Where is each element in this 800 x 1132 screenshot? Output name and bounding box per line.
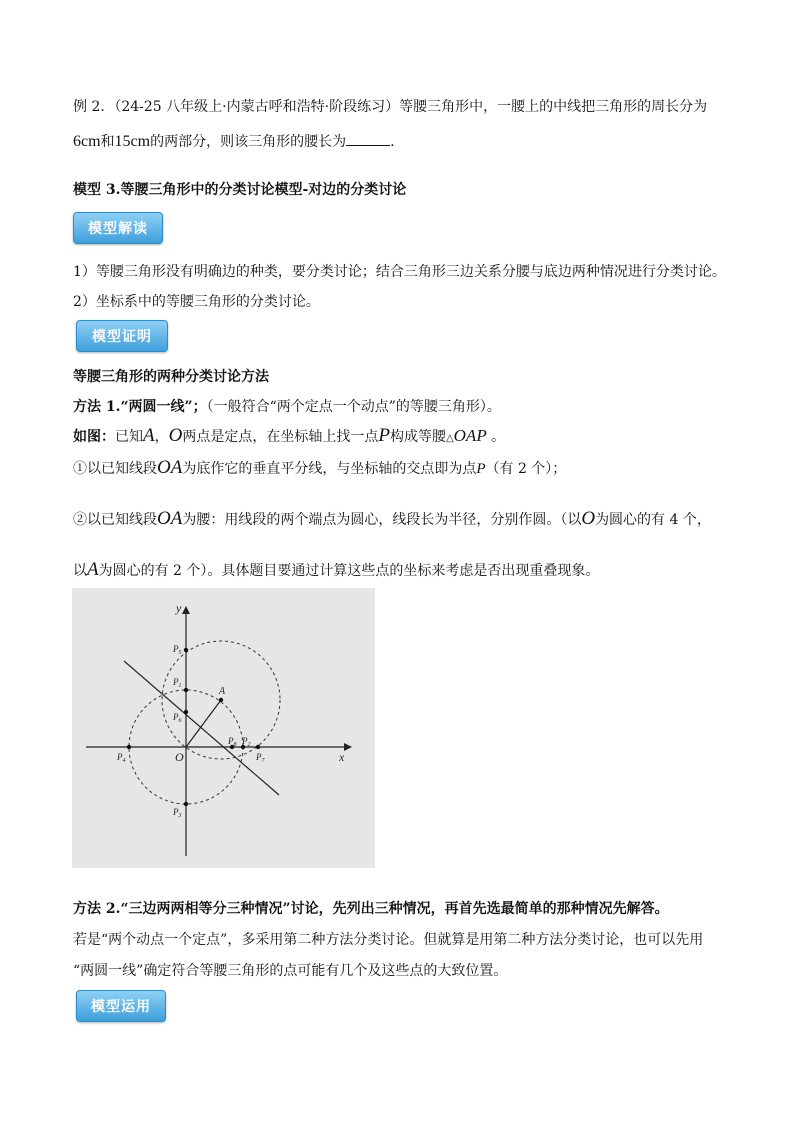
coordinate-diagram xyxy=(72,588,375,868)
item2-text-1: ②以已知线段 xyxy=(73,512,157,528)
read-item-2: 2）坐标系中的等腰三角形的分类讨论。 xyxy=(73,294,320,310)
p7-main: P xyxy=(256,752,262,762)
p6-main: P xyxy=(173,712,179,722)
point-p3-dot xyxy=(184,802,188,806)
figure-label: 如图： xyxy=(73,429,115,445)
p3-label xyxy=(172,807,182,819)
method2-title: 方法 2.“三边两两相等分三种情况”讨论，先列出三种情况，再首先选最简单的那种情况先解答。 xyxy=(73,901,669,917)
p4-main: P xyxy=(117,752,123,762)
model3-title: 模型 3.等腰三角形中的分类讨论模型-对边的分类讨论 xyxy=(73,182,407,198)
value-15cm: 15cm xyxy=(114,133,151,150)
p6-sub: 6 xyxy=(178,718,182,724)
p5-main: P xyxy=(173,644,179,654)
point-p1-dot xyxy=(184,688,188,692)
figure-end: 。 xyxy=(486,429,506,445)
coordinate-figure xyxy=(72,588,375,868)
example-end: . xyxy=(390,134,395,150)
p4-sub: 4 xyxy=(122,758,126,764)
item-1 xyxy=(73,458,566,479)
point-o-math: O xyxy=(168,425,183,446)
method2-text-2: “两圆一线”确定符合等腰三角形的点可能有几个及这些点的大致位置。 xyxy=(73,963,508,979)
item-2-line-1 xyxy=(73,509,711,530)
p5-sub: 5 xyxy=(178,650,182,656)
p2-main: P xyxy=(242,736,248,746)
method2-text-1: 若是“两个动点一个定点”，多采用第二种方法分类讨论。但就算是用第二种方法分类讨论，也可以先用 xyxy=(73,932,704,948)
point-p4-dot xyxy=(127,745,131,749)
point-a-dot xyxy=(219,698,223,702)
origin-label: O xyxy=(175,750,184,764)
figure-text-1: 已知 xyxy=(115,429,143,445)
segment-oa-math-2: OA xyxy=(157,508,183,529)
p7-label xyxy=(255,752,266,764)
p3-main: P xyxy=(173,807,179,817)
p4-label xyxy=(116,752,126,764)
point-p6-dot xyxy=(184,710,188,714)
method1-label: 方法 1.“两圆一线”； xyxy=(73,399,207,415)
p1-label xyxy=(172,677,182,689)
example-line-1 xyxy=(73,97,707,117)
p3-sub: 3 xyxy=(178,813,182,819)
point-p5-dot xyxy=(184,648,188,652)
point-p7-dot xyxy=(256,745,260,749)
item2-text-5: 为圆心的有 2 个）。具体题目要通过计算这些点的坐标来考虑是否出现重叠现象。 xyxy=(98,563,600,579)
item1-text-1: ①以已知线段 xyxy=(73,461,157,477)
example-line-2 xyxy=(73,131,395,152)
example-text-2: 的两部分，则该三角形的腰长为 xyxy=(150,134,347,150)
p8-main: P xyxy=(228,736,234,746)
item2-text-2: 为腰：用线段的两个端点为圆心，线段长为半径，分别作圆。（以 xyxy=(182,512,582,528)
perpendicular-bisector xyxy=(124,661,279,795)
segment-oa-math: OA xyxy=(157,457,183,478)
item2-point-a: A xyxy=(87,559,99,580)
method1-desc: （一般符合“两个定点一个动点”的等腰三角形）。 xyxy=(206,399,501,415)
x-axis-arrow xyxy=(344,743,352,751)
point-a-math: A xyxy=(143,425,155,446)
p5-label xyxy=(172,644,182,656)
triangle-oap-math: OAP xyxy=(453,426,487,445)
x-axis-label: x xyxy=(339,750,345,764)
figure-sep: ， xyxy=(154,429,169,445)
figure-line xyxy=(73,426,505,449)
a-label: A xyxy=(219,686,226,697)
item-2-line-2 xyxy=(73,560,599,581)
item1-text-2: 为底作它的垂直平分线，与坐标轴的交点即为点 xyxy=(182,461,477,477)
answer-blank xyxy=(346,131,390,146)
badge-model-proof: 模型证明 xyxy=(76,320,168,352)
p6-label xyxy=(172,712,182,724)
example-source: （24-25 八年级上·内蒙古呼和浩特·阶段练习） xyxy=(114,99,400,115)
example-label: 例 2． xyxy=(73,99,115,115)
method1-line xyxy=(73,397,501,417)
p2-sub: 2 xyxy=(247,742,251,748)
methods-title: 等腰三角形的两种分类讨论方法 xyxy=(73,369,269,385)
figure-text-2: 两点是定点，在坐标轴上找一点 xyxy=(182,429,379,445)
item1-text-3: （有 2 个）； xyxy=(485,461,567,477)
badge-model-apply: 模型运用 xyxy=(76,990,166,1022)
item2-point-o: O xyxy=(581,508,596,529)
triangle-symbol: △ xyxy=(445,433,454,444)
point-p-math: P xyxy=(378,425,390,446)
item2-text-4: 以 xyxy=(73,563,87,579)
read-item-1: 1）等腰三角形没有明确边的种类，要分类讨论；结合三角形三边关系分腰与底边两种情况进行分类讨论。 xyxy=(73,264,726,280)
example-text-1: 等腰三角形中，一腰上的中线把三角形的周长分为 xyxy=(399,99,708,115)
example-conj: 和 xyxy=(100,134,115,150)
figure-text-3: 构成等腰 xyxy=(389,429,446,445)
p1-sub: 1 xyxy=(178,683,182,689)
y-axis-label: y xyxy=(176,601,182,615)
value-6cm: 6cm xyxy=(73,133,101,150)
p7-sub: 7 xyxy=(261,758,265,764)
p1-main: P xyxy=(173,677,179,687)
badge-model-read: 模型解读 xyxy=(73,212,163,244)
y-axis-arrow xyxy=(182,606,190,614)
item2-text-3: 为圆心的有 4 个， xyxy=(595,512,711,528)
item1-point-p: P xyxy=(476,461,486,477)
p8-sub: 8 xyxy=(233,742,237,748)
